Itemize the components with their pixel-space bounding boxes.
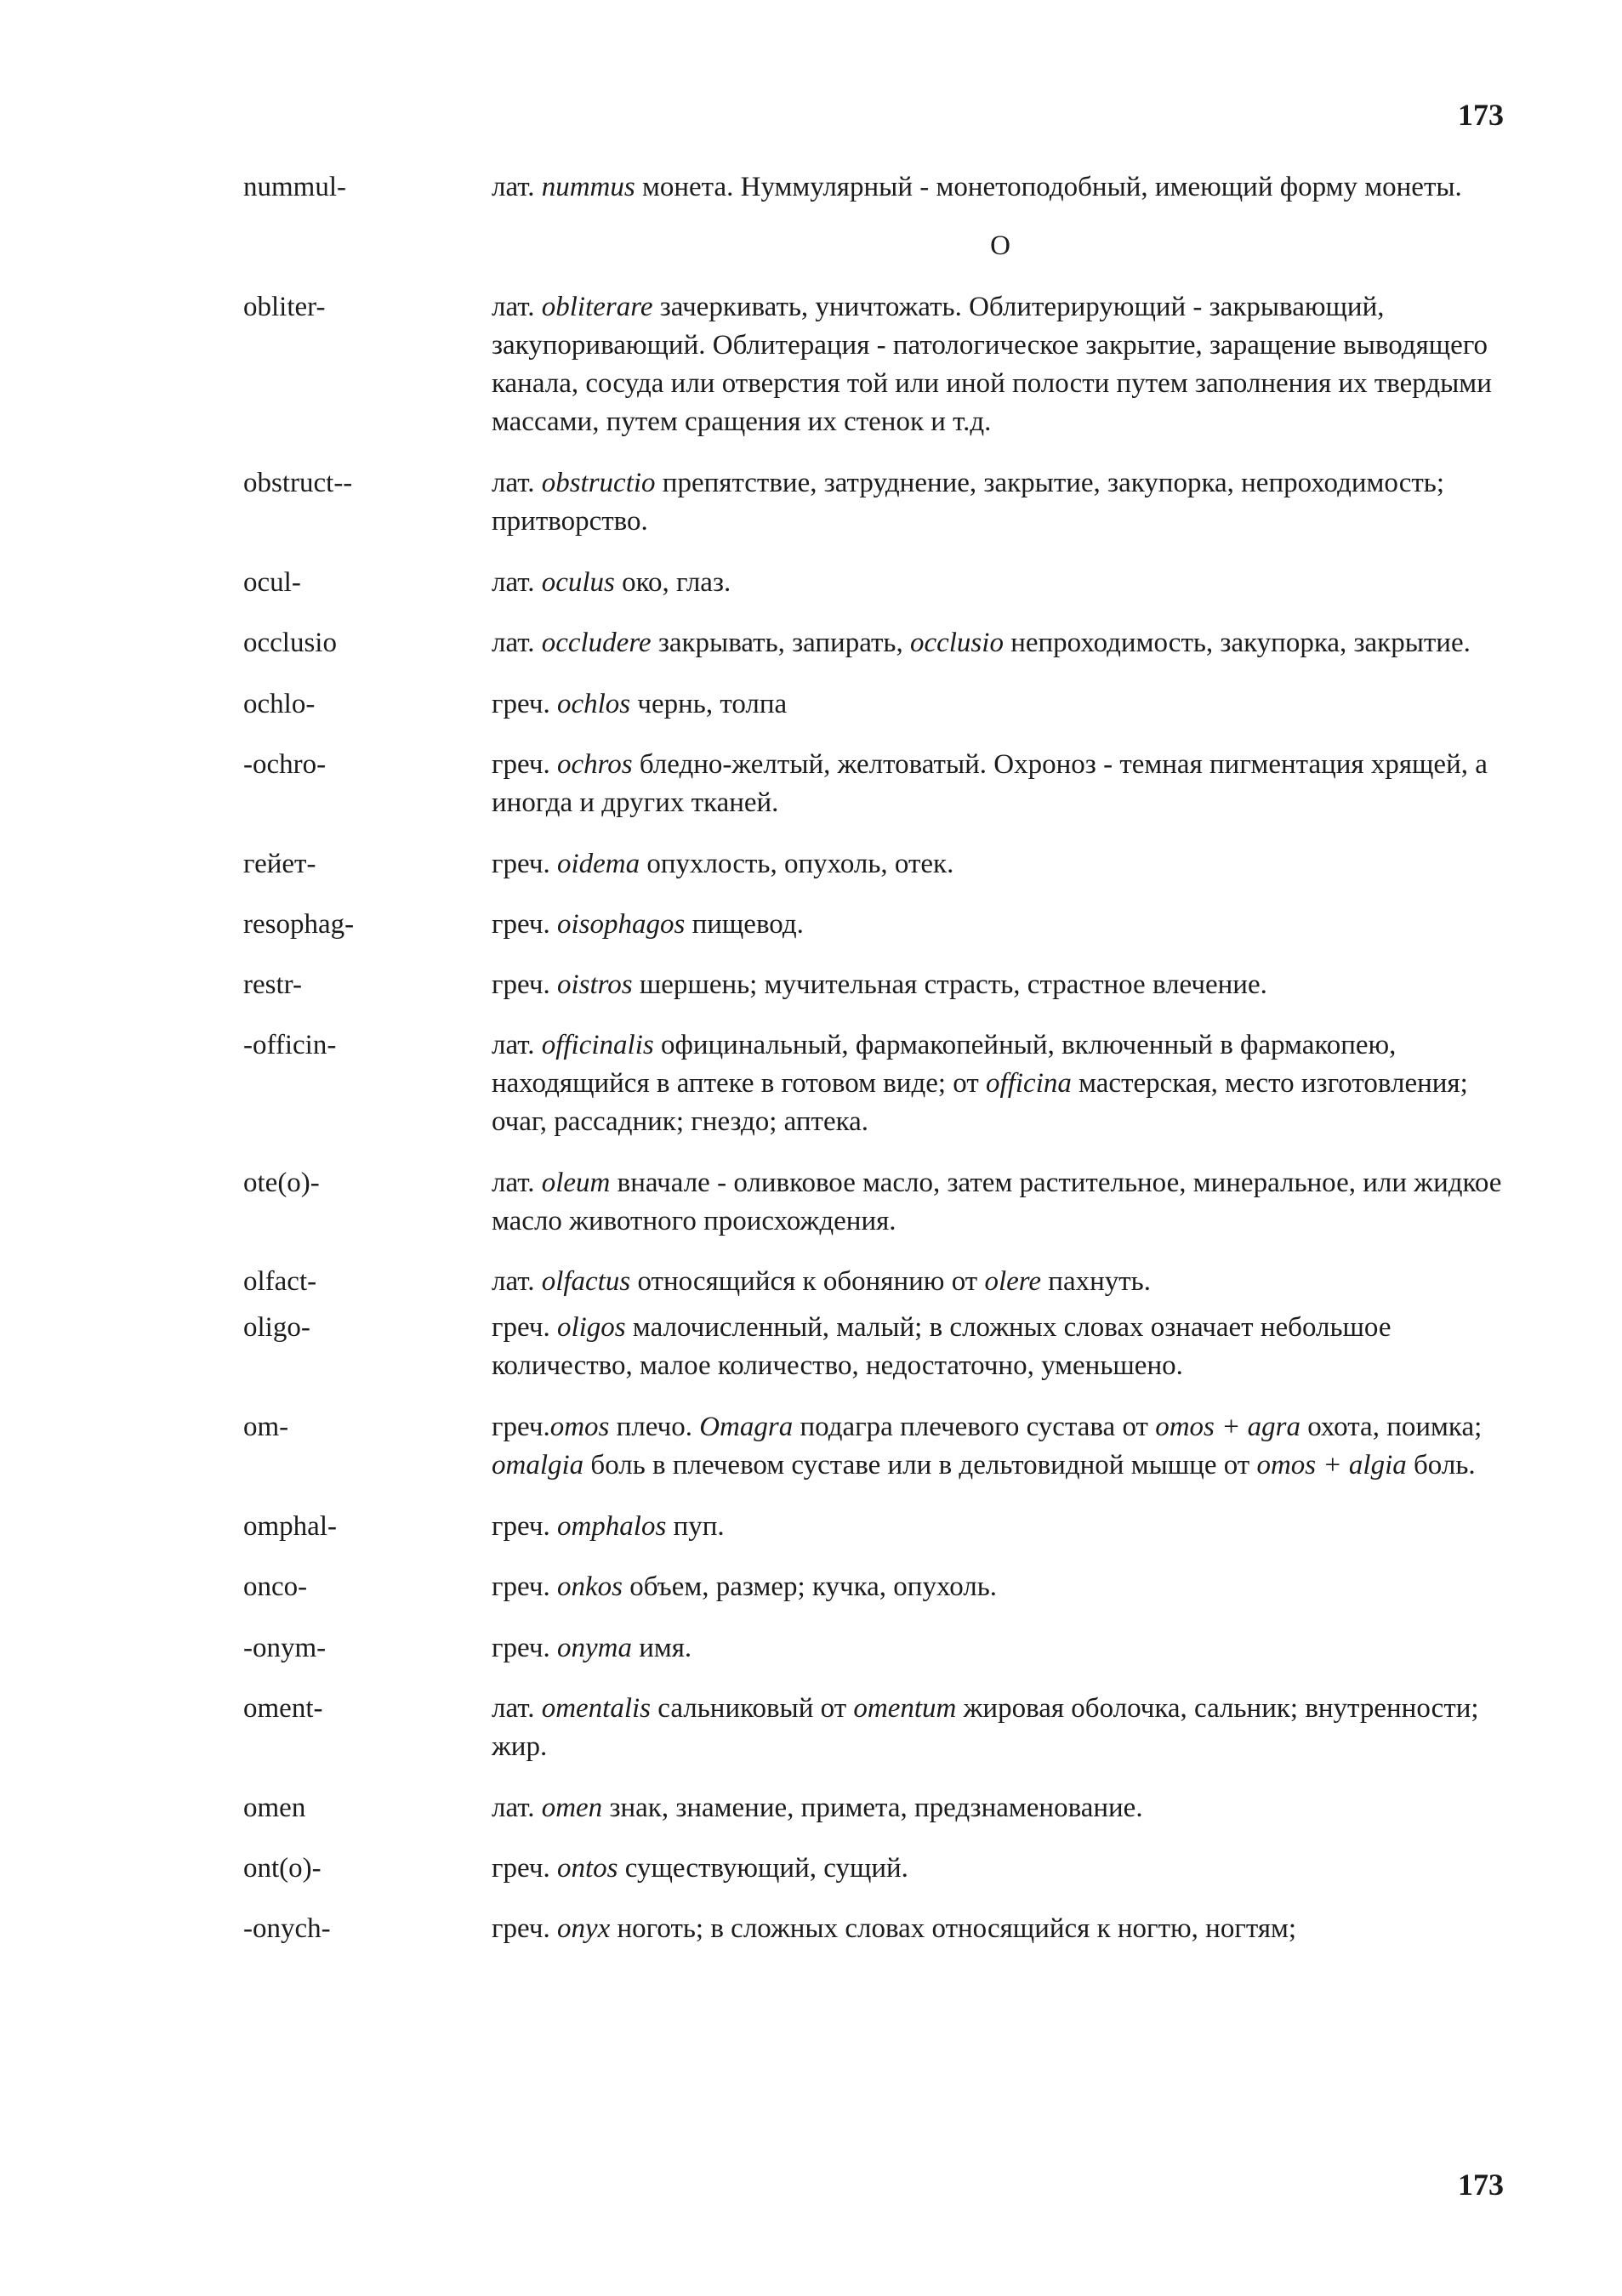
definition-text: боль. bbox=[1406, 1450, 1476, 1480]
definition-text: пуп. bbox=[666, 1511, 725, 1542]
definition-text: охота, поимка; bbox=[1300, 1412, 1483, 1442]
definition-text: греч. bbox=[492, 969, 557, 1000]
dictionary-entry bbox=[243, 1309, 1502, 1385]
entry-term: olfact- bbox=[243, 1266, 317, 1297]
definition-italic-word: ochlos bbox=[556, 689, 631, 719]
entry-definition bbox=[492, 564, 1502, 602]
definition-text: лат. bbox=[492, 172, 542, 202]
definition-text: греч. bbox=[492, 749, 557, 780]
dictionary-entry bbox=[243, 464, 1502, 541]
entry-definition bbox=[492, 168, 1502, 207]
entry-definition bbox=[492, 1408, 1502, 1485]
definition-text: непроходимость, закупорка, закрытие. bbox=[1003, 628, 1471, 658]
definition-text: монета. Нуммулярный - монетоподобный, имеющий форму монеты. bbox=[635, 172, 1462, 202]
definition-italic-word: onkos bbox=[556, 1571, 623, 1602]
definition-text: имя. bbox=[631, 1633, 692, 1663]
entry-term: nummul- bbox=[243, 172, 346, 202]
definition-text: зачеркивать, уничтожать. Облитерирующий - закрывающий, закупоривающий. Облитерация - патологическое закрытие, заращение выводящего канала, сосуда или отверстия той или иной полости путем заполнения их твердыми массами, путем сращения их стенок и т.д. bbox=[492, 292, 1492, 437]
definition-text: лат. bbox=[492, 1168, 542, 1198]
dictionary-entry bbox=[243, 1629, 1502, 1668]
entry-term: onco- bbox=[243, 1571, 308, 1602]
entry-term: restr- bbox=[243, 969, 302, 1000]
definition-italic-word: oculus bbox=[541, 567, 615, 598]
dictionary-entry bbox=[243, 966, 1502, 1004]
definition-text: греч. bbox=[492, 849, 557, 879]
definition-text: лат. bbox=[492, 567, 542, 598]
dictionary-entry bbox=[243, 1408, 1502, 1485]
entry-term: гейет- bbox=[243, 849, 316, 879]
entry-definition bbox=[492, 1309, 1502, 1385]
definition-text: пищевод. bbox=[685, 909, 804, 940]
dictionary-entry bbox=[243, 1164, 1502, 1241]
entry-term: ochlo- bbox=[243, 689, 316, 719]
definition-text: шершень; мучительная страсть, страстное влечение. bbox=[632, 969, 1267, 1000]
definition-italic-word: oleum bbox=[541, 1168, 611, 1198]
entry-definition bbox=[492, 1263, 1502, 1301]
definition-italic-word: ochros bbox=[556, 749, 633, 780]
dictionary-entry bbox=[243, 564, 1502, 602]
definition-italic-word: officina bbox=[986, 1068, 1072, 1099]
entry-definition bbox=[492, 845, 1502, 884]
dictionary-entry bbox=[243, 685, 1502, 724]
definition-italic-word: Omagra bbox=[699, 1412, 794, 1442]
entry-term: resophag- bbox=[243, 909, 355, 940]
definition-italic-word: nummus bbox=[541, 172, 635, 202]
entry-term: om- bbox=[243, 1412, 289, 1442]
definition-text: лат. bbox=[492, 1030, 542, 1060]
entry-definition bbox=[492, 464, 1502, 541]
definition-italic-word: omen bbox=[541, 1793, 603, 1823]
definition-text: лат. bbox=[492, 1266, 542, 1297]
definition-text: лат. bbox=[492, 628, 542, 658]
definition-italic-word: oistros bbox=[556, 969, 633, 1000]
dictionary-list bbox=[243, 168, 1502, 1948]
dictionary-entry bbox=[243, 845, 1502, 884]
definition-text: греч. bbox=[492, 1571, 557, 1602]
definition-text: греч. bbox=[492, 1853, 557, 1884]
definition-text: греч. bbox=[492, 1511, 557, 1542]
entry-term: -officin- bbox=[243, 1030, 337, 1060]
dictionary-entry bbox=[243, 1568, 1502, 1606]
definition-text: препятствие, затруднение, закрытие, закупорка, непроходимость; притворство. bbox=[492, 468, 1445, 537]
definition-text: греч. bbox=[492, 1913, 557, 1944]
definition-text: официнальный, фармакопейный, включенный в фармакопею, находящийся в аптеке в готовом виде; от bbox=[492, 1030, 1397, 1099]
definition-italic-word: oisophagos bbox=[556, 909, 686, 940]
dictionary-entry bbox=[243, 1690, 1502, 1766]
definition-text: боль в плечевом суставе или в дельтовидной мышце от bbox=[583, 1450, 1257, 1480]
definition-text: пахнуть. bbox=[1041, 1266, 1151, 1297]
entry-definition bbox=[492, 906, 1502, 944]
dictionary-entry bbox=[243, 1789, 1502, 1827]
definition-text: плечо. bbox=[609, 1412, 700, 1442]
entry-definition bbox=[492, 746, 1502, 822]
entry-definition bbox=[492, 685, 1502, 724]
definition-italic-word: obstructio bbox=[541, 468, 656, 498]
dictionary-entry bbox=[243, 746, 1502, 822]
entry-term: oment- bbox=[243, 1693, 323, 1724]
definition-italic-word: onyx bbox=[556, 1913, 611, 1944]
definition-italic-word: oidema bbox=[556, 849, 640, 879]
dictionary-entry bbox=[243, 168, 1502, 207]
dictionary-entry bbox=[243, 624, 1502, 662]
definition-italic-word: omos + algia bbox=[1256, 1450, 1407, 1480]
definition-italic-word: oligos bbox=[556, 1312, 626, 1343]
entry-definition bbox=[492, 1850, 1502, 1888]
definition-text: существующий, сущий. bbox=[617, 1853, 908, 1884]
definition-italic-word: omentum bbox=[853, 1693, 957, 1724]
entry-term: omen bbox=[243, 1793, 306, 1823]
definition-text: лат. bbox=[492, 1693, 542, 1724]
entry-definition bbox=[492, 1568, 1502, 1606]
entry-term: occlusio bbox=[243, 628, 337, 658]
definition-italic-word: onyma bbox=[556, 1633, 632, 1663]
entry-term: omphal- bbox=[243, 1511, 337, 1542]
entry-term: ocul- bbox=[243, 567, 301, 598]
definition-text: греч. bbox=[492, 1412, 550, 1442]
definition-text: вначале - оливковое масло, затем растительное, минеральное, или жидкое масло животного происхождения. bbox=[492, 1168, 1502, 1236]
dictionary-entry bbox=[243, 1026, 1502, 1141]
entry-term: ont(o)- bbox=[243, 1853, 322, 1884]
definition-text: мастерская, место изготовления; очаг, рассадник; гнездо; аптека. bbox=[492, 1068, 1468, 1137]
entry-term: obliter- bbox=[243, 292, 326, 322]
dictionary-entry bbox=[243, 1850, 1502, 1888]
entry-definition bbox=[492, 288, 1502, 441]
entry-term: -ochro- bbox=[243, 749, 327, 780]
section-letter: О bbox=[990, 230, 1010, 261]
entry-definition bbox=[492, 1629, 1502, 1668]
dictionary-entry bbox=[243, 1508, 1502, 1546]
definition-italic-word: omentalis bbox=[541, 1693, 652, 1724]
entry-term: obstruct-- bbox=[243, 468, 353, 498]
entry-definition bbox=[492, 1910, 1502, 1948]
dictionary-entry bbox=[243, 1910, 1502, 1948]
entry-definition bbox=[492, 1690, 1502, 1766]
definition-text: ноготь; в сложных словах относящийся к ногтю, ногтям; bbox=[610, 1913, 1297, 1944]
definition-italic-word: obliterare bbox=[541, 292, 653, 322]
definition-text: греч. bbox=[492, 1312, 557, 1343]
entry-definition bbox=[492, 1508, 1502, 1546]
definition-text: лат. bbox=[492, 292, 542, 322]
entry-term: -onym- bbox=[243, 1633, 327, 1663]
definition-text: относящийся к обонянию от bbox=[630, 1266, 985, 1297]
definition-italic-word: officinalis bbox=[541, 1030, 654, 1060]
definition-text: закрывать, запирать, bbox=[651, 628, 910, 658]
definition-text: бледно-желтый, желтоватый. Охроноз - темная пигментация хрящей, а иногда и других тканей. bbox=[492, 749, 1488, 818]
definition-italic-word: omos + agra bbox=[1155, 1412, 1300, 1442]
definition-italic-word: omalgia bbox=[492, 1450, 584, 1480]
definition-italic-word: ontos bbox=[556, 1853, 618, 1884]
definition-italic-word: olfactus bbox=[541, 1266, 631, 1297]
definition-text: лат. bbox=[492, 1793, 542, 1823]
definition-text: подагра плечевого сустава от bbox=[793, 1412, 1156, 1442]
entry-definition bbox=[492, 1164, 1502, 1241]
definition-text: греч. bbox=[492, 909, 557, 940]
entry-term: ote(o)- bbox=[243, 1168, 320, 1198]
definition-text: сальниковый от bbox=[651, 1693, 854, 1724]
definition-text: око, глаз. bbox=[614, 567, 731, 598]
entries-section-o bbox=[243, 288, 1502, 1948]
definition-text: объем, размер; кучка, опухоль. bbox=[622, 1571, 998, 1602]
definition-italic-word: omphalos bbox=[556, 1511, 667, 1542]
entries-before-section bbox=[243, 168, 1502, 207]
definition-italic-word: occlusio bbox=[909, 628, 1004, 658]
definition-text: опухлость, опухоль, отек. bbox=[640, 849, 954, 879]
page-number-bottom: 173 bbox=[1458, 2168, 1504, 2202]
entry-definition bbox=[492, 966, 1502, 1004]
entry-term: -onych- bbox=[243, 1913, 331, 1944]
dictionary-entry bbox=[243, 906, 1502, 944]
entry-definition bbox=[492, 1026, 1502, 1141]
definition-text: малочисленный, малый; в сложных словах означает небольшое количество, малое количество, недостаточно, уменьшено. bbox=[492, 1312, 1392, 1381]
definition-italic-word: omos bbox=[549, 1412, 610, 1442]
dictionary-entry bbox=[243, 288, 1502, 441]
definition-text: лат. bbox=[492, 468, 542, 498]
entry-definition bbox=[492, 624, 1502, 662]
definition-text: знак, знамение, примета, предзнаменование. bbox=[602, 1793, 1143, 1823]
dictionary-entry bbox=[243, 1263, 1502, 1301]
definition-text: чернь, толпа bbox=[630, 689, 788, 719]
definition-text: греч. bbox=[492, 1633, 557, 1663]
definition-italic-word: olere bbox=[984, 1266, 1042, 1297]
definition-text: жировая оболочка, сальник; внутренности; жир. bbox=[492, 1693, 1479, 1762]
definition-italic-word: occludere bbox=[541, 628, 652, 658]
definition-text: греч. bbox=[492, 689, 557, 719]
entry-term: oligo- bbox=[243, 1312, 310, 1343]
entry-definition bbox=[492, 1789, 1502, 1827]
page-number-top: 173 bbox=[1458, 98, 1504, 132]
